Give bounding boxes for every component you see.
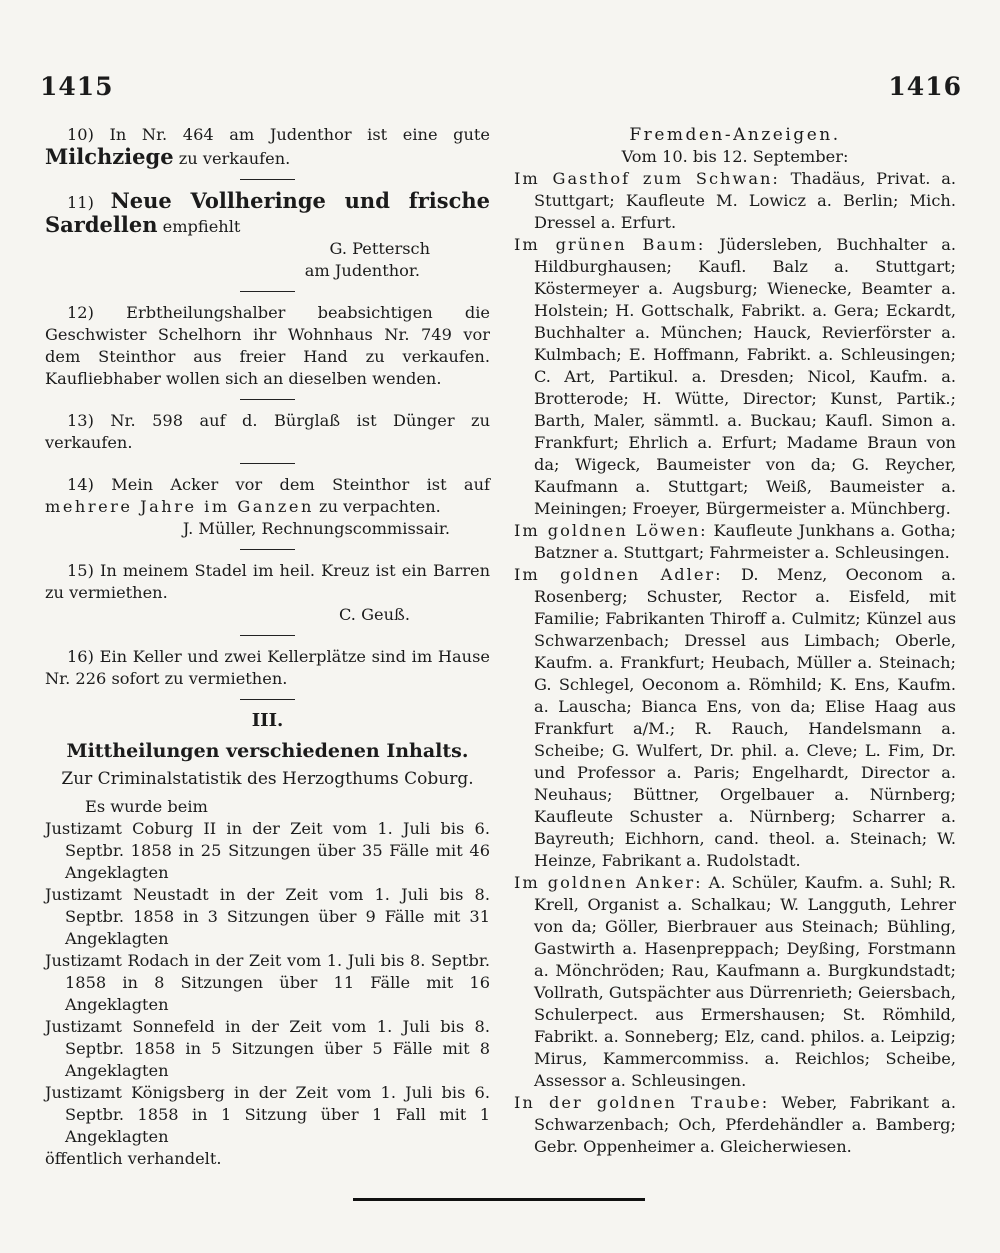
inn-name: Im goldnen Löwen: [514,521,708,540]
divider [240,635,295,636]
page-number-left: 1415 [40,72,114,101]
stat-entry: Justizamt Rodach in der Zeit vom 1. Juli bis 8. Septbr. 1858 in 8 Sitzungen über 11 Fälle mit 16 Angeklagten [45,951,490,1014]
ad-10-line1: 10) In Nr. 464 am Judenthor ist eine gute [67,125,490,144]
inn-entry-goldner-adler [514,564,956,872]
section-closing: öffentlich verhandelt. [45,1149,222,1168]
ad-11-rest: empfiehlt [157,217,241,236]
inn-entry-schwan [514,168,956,234]
ad-10-bold: Milchziege [45,144,174,169]
stat-entry: Justizamt Königsberg in der Zeit vom 1. Juli bis 6. Septbr. 1858 in 1 Sitzung über 1 Fall mit 1 Angeklagten [45,1083,490,1146]
ad-11-num: 11) [67,193,111,212]
divider [240,179,295,180]
inn-guests: Thadäus, Privat. a. Stuttgart; Kaufleute M. Lowicz a. Berlin; Mich. Dressel a. Erfurt. [534,169,956,232]
ad-10-rest: zu verkaufen. [173,149,291,168]
stat-entry: Justizamt Coburg II in der Zeit vom 1. Juli bis 6. Septbr. 1858 in 25 Sitzungen über 35 Fälle mit 46 Angeklagten [45,819,490,882]
inn-entry-goldner-anker [514,872,956,1092]
stat-entry: Justizamt Sonnefeld in der Zeit vom 1. Juli bis 8. Septbr. 1858 in 5 Sitzungen über 5 Fälle mit 8 Angeklagten [45,1017,490,1080]
inn-guests: D. Menz, Oeconom a. Rosenberg; Schuster, Rector a. Eisfeld, mit Familie; Fabrikanten Thiroff a. Culmitz; Künzel aus Schwarzenbach; Dressel aus Limbach; Oberle, Kaufm. a. Frankfurt; Heubach, Müller a. Steinach; G. Schlegel, Oeconom a. Römhild; K. Ens, Kaufm. a. Lauscha; Bianca Ens, von da; Elise Haag aus Frankfurt a/M.; R. Rauch, Handelsmann a. Scheibe; G. Wulfert, Dr. phil. a. Cleve; L. Fim, Dr. und Professor a. Paris; Engelhardt, Director a. Neuhaus; Büttner, Orgelbauer a. Nürnberg; Kaufleute Schuster a. Nürnberg; Scharrer a. Bayreuth; Eichhorn, cand. theol. a. Steinach; W. Heinze, Fabrikant a. Rudolstadt. [534,565,956,870]
stat-entry: Justizamt Neustadt in der Zeit vom 1. Juli bis 8. Septbr. 1858 in 3 Sitzungen über 9 Fälle mit 31 Angeklagten [45,885,490,948]
inn-entry-goldne-traube [514,1092,956,1158]
section-subtitle: Zur Criminalstatistik des Herzogthums Coburg. [61,769,474,789]
inn-name: Im Gasthof zum Schwan: [514,169,780,188]
ad-14-signature: J. Müller, Rechnungscommissair. [182,519,450,538]
ad-11 [45,190,490,238]
inn-name: Im grünen Baum: [514,235,706,254]
inn-entry-gruener-baum [514,234,956,520]
ad-14-spaced: mehrere Jahre im Ganzen [45,497,314,516]
left-column [45,124,490,1170]
inn-entry-goldner-loewe [514,520,956,564]
ad-16: 16) Ein Keller und zwei Kellerplätze sind im Hause Nr. 226 sofort zu vermiethen. [45,647,490,688]
inn-guests: A. Schüler, Kaufm. a. Suhl; R. Krell, Organist a. Schalkau; W. Langguth, Lehrer von da; Göller, Bierbrauer aus Steinach; Bühling, Gastwirth a. Hasenpreppach; Deyßing, Forstmann a. Mönchröden; Rau, Kaufmann a. Burgkundstadt; Vollrath, Gutspächter aus Dürrenrieth; Geiersbach, Schulerpect. aus Ermershausen; St. Römhild, Fabrikt. a. Sonneberg; Elz, cand. philos. a. Leipzig; Mirus, Kammercommiss. a. Reichlos; Scheibe, Assessor a. Schleusingen. [534,873,956,1090]
footer-rule [353,1198,645,1201]
inn-guests: Jüdersleben, Buchhalter a. Hildburghausen; Kaufl. Balz a. Stuttgart; Köstermeyer a. Augsburg; Wienecke, Beamter a. Holstein; H. Gottschalk, Fabrikt. a. Gera; Eckardt, Buchhalter a. München; Hauck, Revierförster a. Kulmbach; E. Hoffmann, Fabrikt. a. Schleusingen; C. Art, Partikul. a. Dresden; Nicol, Kaufm. a. Brotterode; H. Wütte, Director; Kunst, Partik.; Barth, Maler, sämmtl. a. Buckau; Kaufl. Simon a. Frankfurt; Ehrlich a. Erfurt; Madame Braun von da; Wigeck, Baumeister von da; G. Reycher, Kaufmann a. Stuttgart; Weiß, Baumeister a. Meiningen; Froeyer, Bürgermeister a. Münchberg. [534,235,956,518]
ad-15: 15) In meinem Stadel im heil. Kreuz ist ein Barren zu vermiethen. [45,561,490,602]
inn-name: Im goldnen Anker: [514,873,703,892]
page-number-right: 1416 [888,72,962,101]
visitors-title: Fremden-Anzeigen. [629,125,841,145]
section-title: Mittheilungen verschiedenen Inhalts. [66,740,469,762]
divider [240,549,295,550]
ad-14-post: zu verpachten. [313,497,441,516]
ad-13: 13) Nr. 598 auf d. Bürglaß ist Dünger zu verkaufen. [45,411,490,452]
section-intro: Es wurde beim [85,797,208,816]
ad-12: 12) Erbtheilungshalber beabsichtigen die Geschwister Schelhorn ihr Wohnhaus Nr. 749 vor dem Steinthor aus freier Hand zu verkaufen. Kaufliebhaber wollen sich an dieselben wenden. [45,303,490,388]
divider [240,699,295,700]
ad-14-pre: 14) Mein Acker vor dem Steinthor ist auf [67,475,490,494]
ad-15-signature: C. Geuß. [339,605,410,624]
right-column [514,124,956,1158]
visitors-dates: Vom 10. bis 12. September: [621,147,849,166]
ad-11-signature: G. Pettersch [329,239,430,258]
inn-guests: Weber, Fabrikant a. Schwarzenbach; Och, Pferdehändler a. Bamberg; Gebr. Oppenheimer a. Gleicherwiesen. [534,1093,956,1156]
ad-10 [45,124,490,170]
inn-name: In der goldnen Traube: [514,1093,770,1112]
ad-11-signature-place: am Judenthor. [304,261,420,280]
inn-name: Im goldnen Adler: [514,565,723,584]
divider [240,399,295,400]
ad-14 [45,474,490,518]
section-numeral: III. [251,710,284,731]
ad-11-bold: Neue Vollheringe und frische Sardellen [45,188,491,237]
inn-guests: Kaufleute Junkhans a. Gotha; Batzner a. Stuttgart; Fahrmeister a. Schleusingen. [534,521,956,562]
divider [240,291,295,292]
divider [240,463,295,464]
